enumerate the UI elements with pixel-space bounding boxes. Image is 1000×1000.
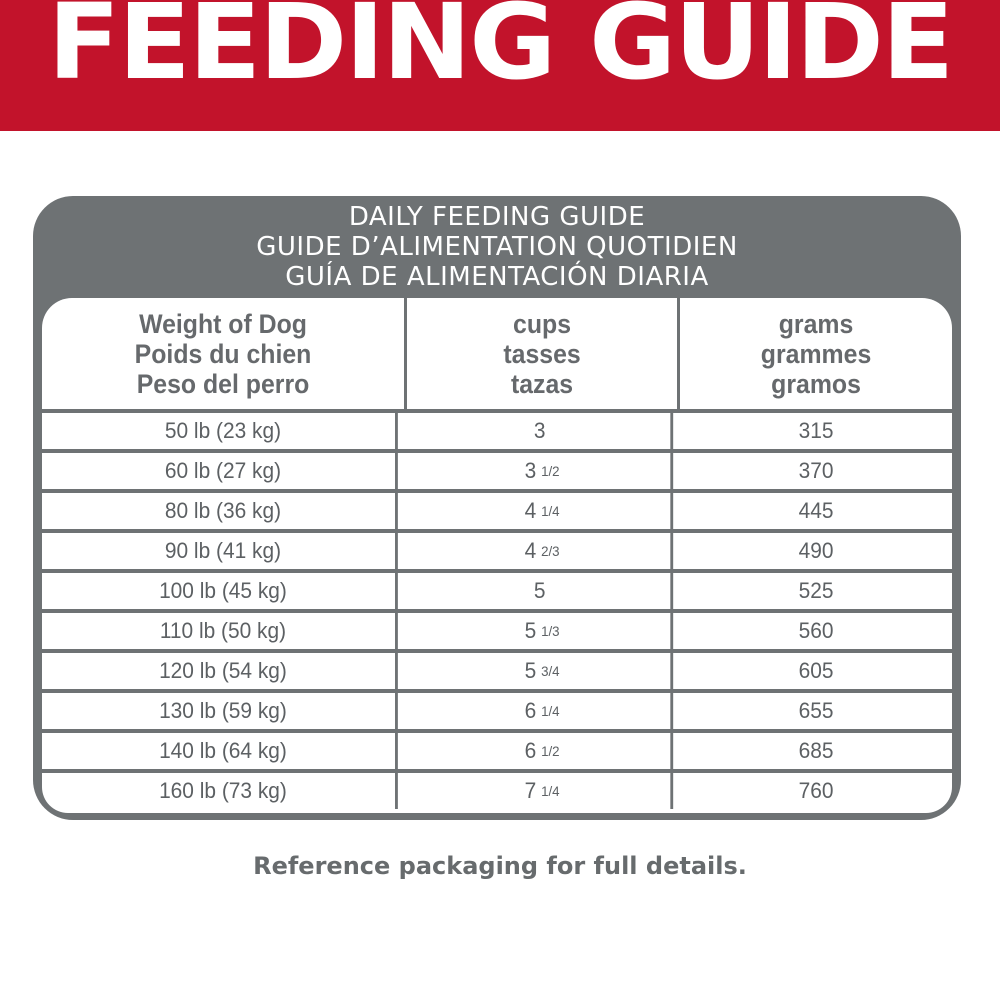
title-banner bbox=[0, 0, 1000, 131]
table-row bbox=[42, 453, 952, 493]
feeding-table-container bbox=[42, 298, 952, 813]
card-heading bbox=[33, 202, 961, 292]
grams-cell: 525 bbox=[798, 578, 834, 603]
cups-whole: 6 bbox=[524, 698, 537, 723]
weight-cell: 80 lb (36 kg) bbox=[51, 493, 398, 529]
cups-cell bbox=[414, 453, 673, 489]
grams-cell: 315 bbox=[798, 418, 834, 443]
header-label: cups bbox=[512, 308, 571, 339]
header-cell-cups bbox=[407, 298, 680, 409]
table-header-row bbox=[42, 298, 952, 413]
cups-cell bbox=[414, 573, 673, 609]
heading-french: GUIDE D’ALIMENTATION QUOTIDIEN bbox=[256, 232, 738, 262]
weight-cell: 100 lb (45 kg) bbox=[51, 573, 398, 609]
cups-fraction: 1/2 bbox=[540, 743, 560, 759]
cups-cell bbox=[414, 693, 673, 729]
feeding-table bbox=[42, 298, 952, 809]
grams-cell: 445 bbox=[798, 498, 834, 523]
header-label: tazas bbox=[510, 368, 573, 399]
cups-whole: 3 bbox=[533, 418, 546, 443]
table-row bbox=[42, 693, 952, 733]
cups-whole: 7 bbox=[524, 778, 537, 803]
page-title: FEEDING GUIDE bbox=[47, 0, 953, 103]
table-row bbox=[42, 533, 952, 573]
table-row bbox=[42, 573, 952, 613]
header-label: grams bbox=[778, 308, 854, 339]
table-row bbox=[42, 733, 952, 773]
weight-cell: 120 lb (54 kg) bbox=[51, 653, 398, 689]
cups-fraction: 1/4 bbox=[540, 503, 560, 519]
header-label: gramos bbox=[771, 368, 861, 399]
table-row bbox=[42, 413, 952, 453]
header-label: Weight of Dog bbox=[138, 308, 307, 339]
heading-spanish: GUÍA DE ALIMENTACIÓN DIARIA bbox=[285, 262, 709, 292]
weight-cell: 140 lb (64 kg) bbox=[51, 733, 398, 769]
cups-cell bbox=[414, 533, 673, 569]
feeding-guide-card bbox=[33, 196, 961, 820]
table-row bbox=[42, 773, 952, 809]
weight-cell: 160 lb (73 kg) bbox=[51, 773, 398, 809]
cups-whole: 5 bbox=[524, 658, 537, 683]
grams-cell: 655 bbox=[798, 698, 834, 723]
cups-cell bbox=[414, 773, 673, 809]
weight-cell: 110 lb (50 kg) bbox=[51, 613, 398, 649]
weight-cell: 50 lb (23 kg) bbox=[51, 413, 398, 449]
header-cell-grams bbox=[680, 298, 952, 409]
cups-cell bbox=[414, 733, 673, 769]
weight-cell: 130 lb (59 kg) bbox=[51, 693, 398, 729]
cups-fraction: 1/3 bbox=[540, 623, 560, 639]
cups-cell bbox=[414, 653, 673, 689]
cups-whole: 6 bbox=[524, 738, 537, 763]
grams-cell: 370 bbox=[798, 458, 834, 483]
cups-whole: 3 bbox=[524, 458, 537, 483]
grams-cell: 605 bbox=[798, 658, 834, 683]
weight-cell: 90 lb (41 kg) bbox=[51, 533, 398, 569]
weight-cell: 60 lb (27 kg) bbox=[51, 453, 398, 489]
header-label: Poids du chien bbox=[134, 338, 312, 369]
header-label: grammes bbox=[760, 338, 872, 369]
cups-fraction: 1/4 bbox=[540, 703, 560, 719]
footer-note: Reference packaging for full details. bbox=[253, 852, 747, 880]
cups-fraction: 1/4 bbox=[540, 783, 560, 799]
cups-cell bbox=[414, 613, 673, 649]
heading-english: DAILY FEEDING GUIDE bbox=[348, 202, 646, 232]
cups-whole: 5 bbox=[533, 578, 546, 603]
cups-fraction: 3/4 bbox=[540, 663, 560, 679]
table-row bbox=[42, 493, 952, 533]
cups-whole: 5 bbox=[524, 618, 537, 643]
grams-cell: 560 bbox=[798, 618, 834, 643]
cups-cell bbox=[414, 413, 673, 449]
cups-whole: 4 bbox=[524, 538, 537, 563]
cups-whole: 4 bbox=[524, 498, 537, 523]
table-row bbox=[42, 653, 952, 693]
grams-cell: 685 bbox=[798, 738, 834, 763]
grams-cell: 490 bbox=[798, 538, 834, 563]
header-cell-weight bbox=[42, 298, 407, 409]
cups-fraction: 2/3 bbox=[540, 543, 560, 559]
header-label: tasses bbox=[503, 338, 581, 369]
header-label: Peso del perro bbox=[136, 368, 310, 399]
table-row bbox=[42, 613, 952, 653]
grams-cell: 760 bbox=[798, 778, 834, 803]
cups-cell bbox=[414, 493, 673, 529]
cups-fraction: 1/2 bbox=[540, 463, 560, 479]
